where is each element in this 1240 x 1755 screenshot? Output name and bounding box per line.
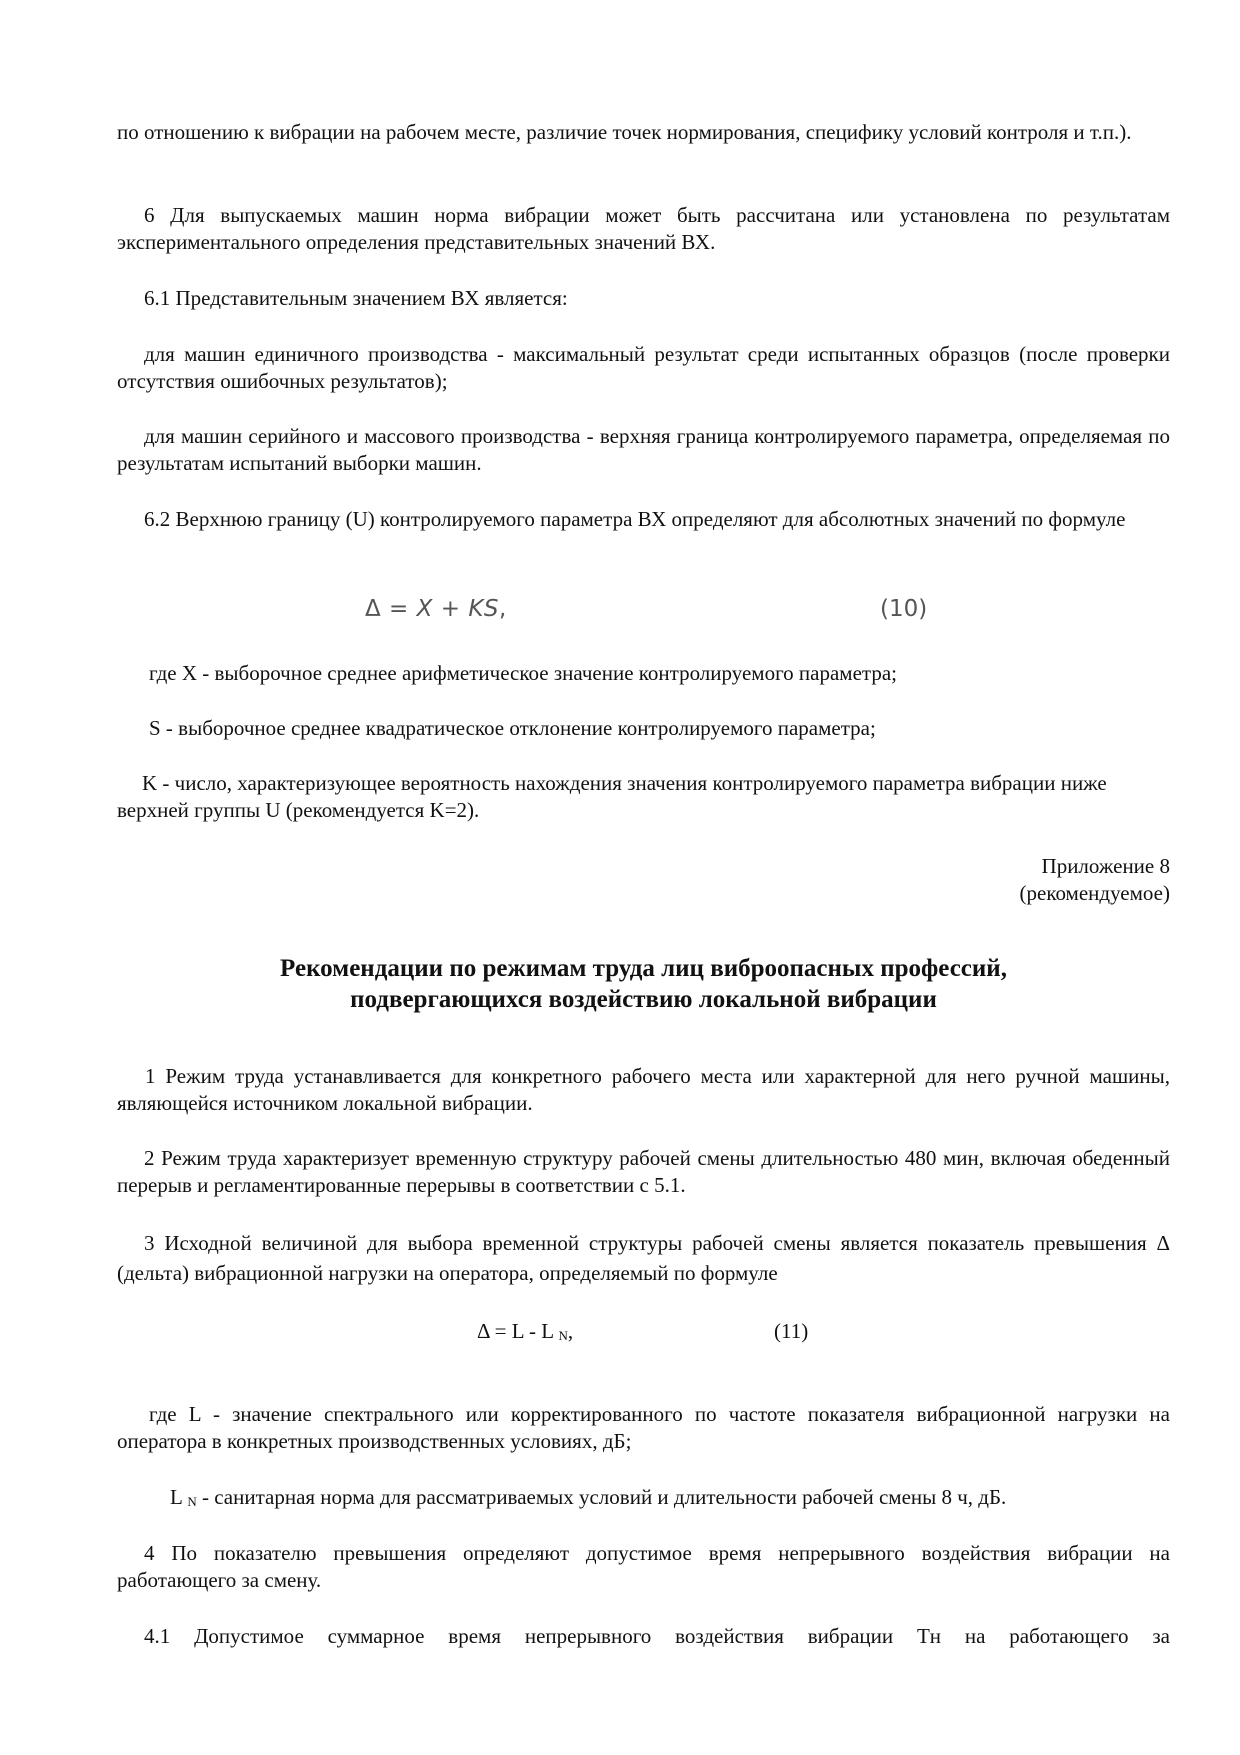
formula-10-ks: KS <box>468 596 499 622</box>
paragraph-3: 3 Исходной величиной для выбора временной структуры рабочей смены является показатель превышения Δ (дельта) вибрационной нагрузки на оператора, определяемый по формуле <box>117 1231 1170 1285</box>
paragraph-6: 6 Для выпускаемых машин норма вибрации может быть рассчитана или установлена по результатам экспериментального определения представительных значений ВХ. <box>117 203 1170 254</box>
section-heading-line2: подвергающихся воздействию локальной вибрации <box>350 986 937 1013</box>
paragraph-single-production: для машин единичного производства - максимальный результат среди испытанных образцов (после проверки отсутствия ошибочных результатов); <box>117 342 1170 393</box>
formula-10-eq: = <box>381 596 417 622</box>
formula-11-number: (11) <box>774 1319 809 1343</box>
ln-text: - санитарная норма для рассматриваемых условий и длительности рабочей смены 8 ч, дБ. <box>196 1485 1007 1509</box>
formula-10-delta: Δ <box>365 596 382 622</box>
paragraph-x-definition: где X - выборочное среднее арифметическое значение контролируемого параметра; <box>149 661 898 685</box>
paragraph-6-1: 6.1 Представительным значением ВХ является: <box>144 286 568 310</box>
paragraph-k-definition: K - число, характеризующее вероятность нахождения значения контролируемого параметра вибрации ниже верхней группы U (рекомендуется K=2). <box>117 771 1107 822</box>
formula-10-number: (10) <box>880 596 928 622</box>
appendix-title: Приложение 8 <box>1041 854 1170 878</box>
paragraph-4-1: 4.1 Допустимое суммарное время непрерывного воздействия вибрации Тн на работающего за <box>144 1624 1170 1648</box>
formula-11-lhs: Δ = L - L <box>477 1319 554 1343</box>
formula-11-comma: , <box>567 1319 574 1343</box>
paragraph-s-definition: S - выборочное среднее квадратическое отклонение контролируемого параметра; <box>149 716 876 740</box>
section-heading-line1: Рекомендации по режимам труда лиц виброопасных профессий, <box>280 955 1007 982</box>
paragraph-1: 1 Режим труда устанавливается для конкретного рабочего места или характерной для него ручной машины, являющейся источником локальной вибрации. <box>117 1064 1170 1115</box>
formula-11 <box>477 1318 573 1347</box>
formula-10-comma: , <box>499 596 507 622</box>
paragraph-ln-definition <box>170 1484 1006 1513</box>
paragraph-serial-production: для машин серийного и массового производства - верхняя граница контролируемого параметра, определяемая по результатам испытаний выборки машин. <box>117 424 1170 475</box>
formula-11-sub: N <box>558 1328 568 1343</box>
paragraph-continuation: по отношению к вибрации на рабочем месте, различие точек нормирования, специфику условий контроля и т.п.). <box>117 120 1132 144</box>
ln-sub: N <box>187 1494 197 1509</box>
appendix-subtitle: (рекомендуемое) <box>1019 881 1170 905</box>
formula-10 <box>365 596 507 622</box>
paragraph-l-definition: где L - значение спектрального или корректированного по частоте показателя вибрационной нагрузки на оператора в конкретных производственных условиях, дБ; <box>117 1402 1170 1453</box>
ln-label: L <box>170 1485 183 1509</box>
paragraph-4: 4 По показателю превышения определяют допустимое время непрерывного воздействия вибрации на работающего за смену. <box>117 1541 1170 1592</box>
formula-10-x: X <box>416 596 433 622</box>
formula-10-plus: + <box>432 596 469 622</box>
paragraph-2: 2 Режим труда характеризует временную структуру рабочей смены длительностью 480 мин, включая обеденный перерыв и регламентированные перерывы в соответствии с 5.1. <box>117 1146 1170 1197</box>
paragraph-6-2: 6.2 Верхнюю границу (U) контролируемого параметра ВХ определяют для абсолютных значений по формуле <box>144 507 1126 531</box>
